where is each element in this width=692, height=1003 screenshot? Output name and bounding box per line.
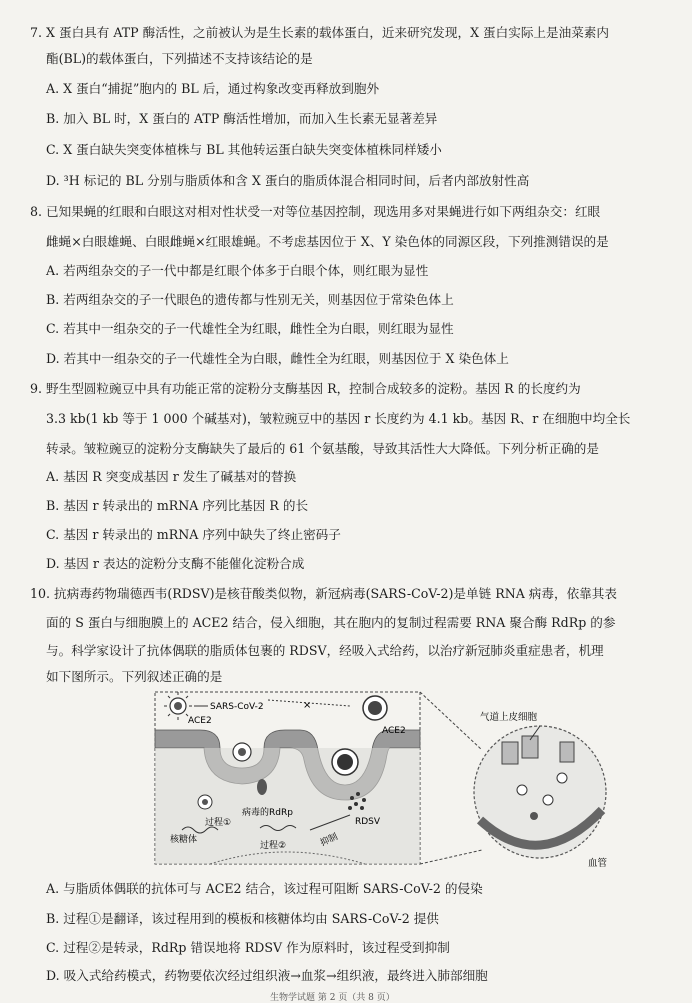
rdrp-icon <box>257 779 267 795</box>
q7-stem-line-2: 酯(BL)的载体蛋白，下列描述不支持该结论的是 <box>46 51 313 66</box>
q7-option-a: A. X 蛋白“捕捉”胞内的 BL 后，通过构象改变再释放到胞外 <box>46 81 380 96</box>
virus-label: SARS-CoV-2 <box>210 702 264 712</box>
airway-cell-label: 气道上皮细胞 <box>480 712 538 723</box>
inhibit-label: 抑制 <box>319 832 340 849</box>
q9-option-d: D. 基因 r 表达的淀粉分支酶不能催化淀粉合成 <box>46 556 305 571</box>
zoom-line-top <box>420 692 482 750</box>
endocytosed-liposome-icon <box>332 749 358 775</box>
process-2-label: 过程② <box>260 841 287 851</box>
ace2-label-left: ACE2 <box>188 716 212 726</box>
released-virus-icon <box>198 795 212 809</box>
blocked-cross-icon: × <box>303 700 312 711</box>
endocytosed-virus-icon <box>233 743 251 761</box>
q10-option-c: C. 过程②是转录，RdRp 错误地将 RDSV 作为原料时，该过程受到抑制 <box>46 940 450 955</box>
vessel-label: 血管 <box>588 858 608 869</box>
page-footer: 生物学试题 第 2 页（共 8 页） <box>270 993 395 1003</box>
rdrp-label: 病毒的RdRp <box>242 808 293 818</box>
q10-stem-line-1: 10. 抗病毒药物瑞德西韦(RDSV)是核苷酸类似物，新冠病毒(SARS-CoV-2)是单链 RNA 病毒，依靠其表 <box>30 586 617 601</box>
q7-option-c: C. X 蛋白缺失突变体植株与 BL 其他转运蛋白缺失突变体植株同样矮小 <box>46 142 442 157</box>
q9-stem-line-1: 9. 野生型圆粒豌豆中具有功能正常的淀粉分支酶基因 R，控制合成较多的淀粉。基因 R 的长度约为 <box>30 381 581 396</box>
alveolus-diagram <box>474 726 606 858</box>
q7-option-d: D. ³H 标记的 BL 分别与脂质体和含 X 蛋白的脂质体混合相同时间，后者内部放射性高 <box>46 173 530 188</box>
q10-option-d: D. 吸入式给药模式，药物要依次经过组织液→血浆→组织液，最终进入肺部细胞 <box>46 968 488 983</box>
q9-option-a: A. 基因 R 突变成基因 r 发生了碱基对的替换 <box>46 469 297 484</box>
q8-stem-line-2: 雌蝇×白眼雄蝇、白眼雌蝇×红眼雄蝇。不考虑基因位于 X、Y 染色体的同源区段，下列推测错误的是 <box>46 234 609 249</box>
q10-stem-line-3: 与。科学家设计了抗体偶联的脂质体包裹的 RDSV，经吸入式给药，以治疗新冠肺炎重症患者，机理 <box>46 643 604 658</box>
liposome-icon <box>363 696 387 720</box>
mechanism-figure <box>150 690 660 870</box>
q8-option-a: A. 若两组杂交的子一代中都是红眼个体多于白眼个体，则红眼为显性 <box>46 263 429 278</box>
q8-option-c: C. 若其中一组杂交的子一代雄性全为红眼，雌性全为白眼，则红眼为显性 <box>46 321 454 336</box>
process-1-label: 过程① <box>205 818 232 828</box>
q8-option-d: D. 若其中一组杂交的子一代雄性全为白眼，雌性全为红眼，则基因位于 X 染色体上 <box>46 351 509 366</box>
ace2-label-right: ACE2 <box>382 726 406 736</box>
ribosome-label: 核糖体 <box>170 835 198 845</box>
q7-option-b: B. 加入 BL 时，X 蛋白的 ATP 酶活性增加，而加入生长素无显著差异 <box>46 111 438 126</box>
q10-stem-line-4: 如下图所示。下列叙述正确的是 <box>46 669 223 684</box>
q9-stem-line-2: 3.3 kb(1 kb 等于 1 000 个碱基对)，皱粒豌豆中的基因 r 长度约为 4.1 kb。基因 R、r 在细胞中均全长 <box>46 411 631 426</box>
q10-stem-line-2: 面的 S 蛋白与细胞膜上的 ACE2 结合，侵入细胞，其在胞内的复制过程需要 RNA 聚合酶 RdRp 的参 <box>46 615 616 630</box>
q9-option-b: B. 基因 r 转录出的 mRNA 序列比基因 R 的长 <box>46 498 309 513</box>
airway-cell-1 <box>502 742 518 764</box>
zoom-line-bottom <box>420 850 482 864</box>
q10-option-b: B. 过程①是翻译，该过程用到的模板和核糖体均由 SARS-CoV-2 提供 <box>46 911 439 926</box>
q8-option-b: B. 若两组杂交的子一代眼色的遗传都与性别无关，则基因位于常染色体上 <box>46 292 454 307</box>
q10-option-a: A. 与脂质体偶联的抗体可与 ACE2 结合，该过程可阻断 SARS-CoV-2 的侵染 <box>46 881 483 896</box>
cytoplasm <box>155 748 420 864</box>
airway-cell-3 <box>560 742 574 762</box>
q8-stem-line-1: 8. 已知果蝇的红眼和白眼这对相对性状受一对等位基因控制，现选用多对果蝇进行如下两组杂交：红眼 <box>30 204 601 219</box>
rdsv-label: RDSV <box>355 817 381 827</box>
q9-stem-line-3: 转录。皱粒豌豆的淀粉分支酶缺失了最后的 61 个氨基酸，导致其活性大大降低。下列分析正确的是 <box>46 441 599 456</box>
q9-option-c: C. 基因 r 转录出的 mRNA 序列中缺失了终止密码子 <box>46 527 341 542</box>
q7-stem-line-1: 7. X 蛋白具有 ATP 酶活性，之前被认为是生长素的载体蛋白，近来研究发现，X 蛋白实际上是油菜素内 <box>30 25 609 40</box>
